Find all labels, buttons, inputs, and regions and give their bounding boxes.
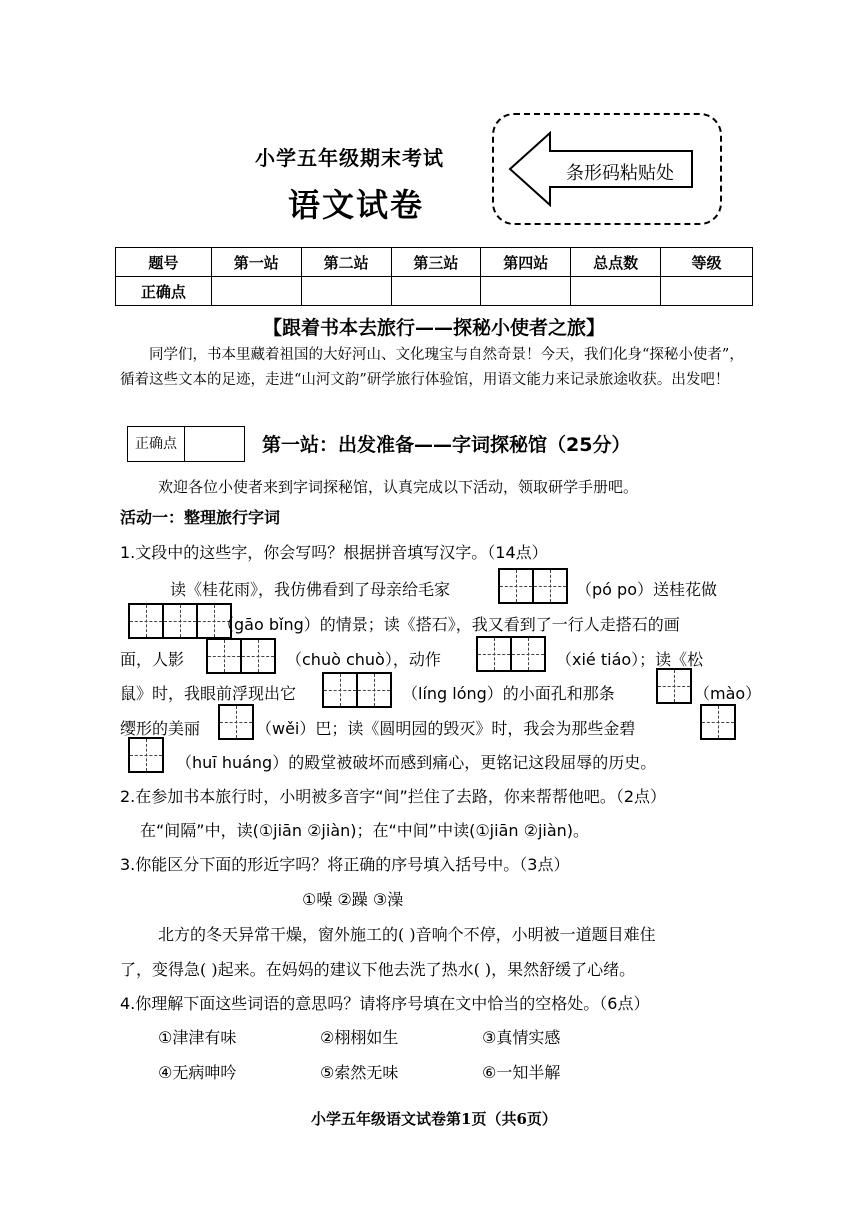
table-header-cell: 第二站 [301,248,391,277]
question-3-body: 北方的冬天异常干燥，窗外施工的( )音响个不停，小明被一道题目难住 [158,925,656,944]
score-cell[interactable] [301,277,391,306]
exam-title: 语文试卷 [288,186,425,224]
barcode-label: 条形码粘贴处 [566,163,674,184]
answer-grid[interactable] [206,638,274,674]
answer-grid[interactable] [498,568,566,604]
answer-grid[interactable] [128,737,162,773]
theme-title: 【跟着书本去旅行——探秘小使者之旅】 [262,317,605,339]
question-3-body: 了，变得急( )起来。在妈妈的建议下他去洗了热水( )，果然舒缓了心绪。 [120,960,636,979]
question-4-option: ①津津有味 [158,1028,237,1047]
answer-grid[interactable] [476,636,544,672]
q1-text-line: （xié tiáo）；读《松 [556,650,704,669]
table-row [116,277,753,306]
q1-text-line: 面，人影 [120,650,185,669]
table-header-cell: 第四站 [481,248,571,277]
question-4-option: ⑤索然无味 [320,1063,399,1082]
question-3-options: ①噪 ②躁 ③澡 [302,890,404,909]
q1-text-line: （huī huáng）的殿堂被破坏而感到痛心，更铭记这段屈辱的历史。 [176,753,657,772]
table-header-cell: 等级 [661,248,753,277]
station-score-box [127,426,245,462]
score-cell[interactable] [211,277,301,306]
score-cell[interactable] [391,277,481,306]
question-4-option: ③真情实感 [482,1028,561,1047]
table-header-cell: 第一站 [211,248,301,277]
table-header-cell: 总点数 [571,248,661,277]
question-1-stem: 1.文段中的这些字，你会写吗？根据拼音填写汉字。（14点） [120,543,548,562]
q1-text-line: （chuò chuò），动作 [286,650,441,669]
table-row [116,248,753,277]
question-4-option: ⑥一知半解 [482,1063,561,1082]
question-4-stem: 4.你理解下面这些词语的意思吗？请将序号填在文中恰当的空格处。（6点） [120,994,650,1013]
answer-grid[interactable] [218,704,252,740]
station-welcome: 欢迎各位小使者来到字词探秘馆，认真完成以下活动，领取研学手册吧。 [158,478,639,496]
q1-text-line: 读《桂花雨》，我仿佛看到了母亲给毛家 [170,580,451,599]
q1-text-line: （wěi）巴；读《圆明园的毁灭》时，我会为那些金碧 [256,719,636,738]
answer-grid[interactable] [656,668,690,704]
score-cell[interactable] [481,277,571,306]
score-cell[interactable] [571,277,661,306]
q1-text-line: （gāo bǐng）的情景；读《搭石》，我又看到了一行人走搭石的画 [218,615,680,634]
question-3-stem: 3.你能区分下面的形近字吗？将正确的序号填入括号中。（3点） [120,855,570,874]
exam-subtitle: 小学五年级期末考试 [255,146,444,170]
table-header-cell: 第三站 [391,248,481,277]
q1-text-line: （pó po）送桂花做 [576,580,717,599]
intro-paragraph: 同学们，书本里藏着祖国的大好河山、文化瑰宝与自然奇景！今天，我们化身“探秘小使者”，循着这些文本的足迹，走进“山河文韵”研学旅行体验馆，用语文能力来记录旅途收获。出发吧！ [120,347,744,388]
station-score-field[interactable] [185,427,244,461]
page-footer: 小学五年级语文试卷第1页（共6页） [311,1110,557,1128]
question-4-option: ②栩栩如生 [320,1028,399,1047]
answer-grid[interactable] [700,704,734,740]
score-table [115,247,753,306]
table-row-label: 正确点 [116,277,212,306]
question-4-option: ④无病呻吟 [158,1063,237,1082]
station-score-label: 正确点 [128,427,185,461]
q1-text-line: （mào） [694,684,762,703]
barcode-area [492,113,722,225]
station-title: 第一站：出发准备——字词探秘馆（25分） [262,434,631,456]
table-header-cell: 题号 [116,248,212,277]
question-2-stem: 2.在参加书本旅行时，小明被多音字“间”拦住了去路，你来帮帮他吧。（2点） [120,787,667,806]
answer-grid[interactable] [128,603,230,639]
score-cell[interactable] [661,277,753,306]
q1-text-line: 鼠》时，我眼前浮现出它 [120,684,297,703]
activity-title: 活动一：整理旅行字词 [120,508,281,527]
q1-text-line: （líng lóng）的小面孔和那条 [402,684,615,703]
question-2-body: 在“间隔”中，读(①jiān ②jiàn)；在“中间”中读(①jiān ②jiàn)。 [140,821,590,840]
q1-text-line: 缨形的美丽 [120,719,201,738]
answer-grid[interactable] [322,672,390,708]
